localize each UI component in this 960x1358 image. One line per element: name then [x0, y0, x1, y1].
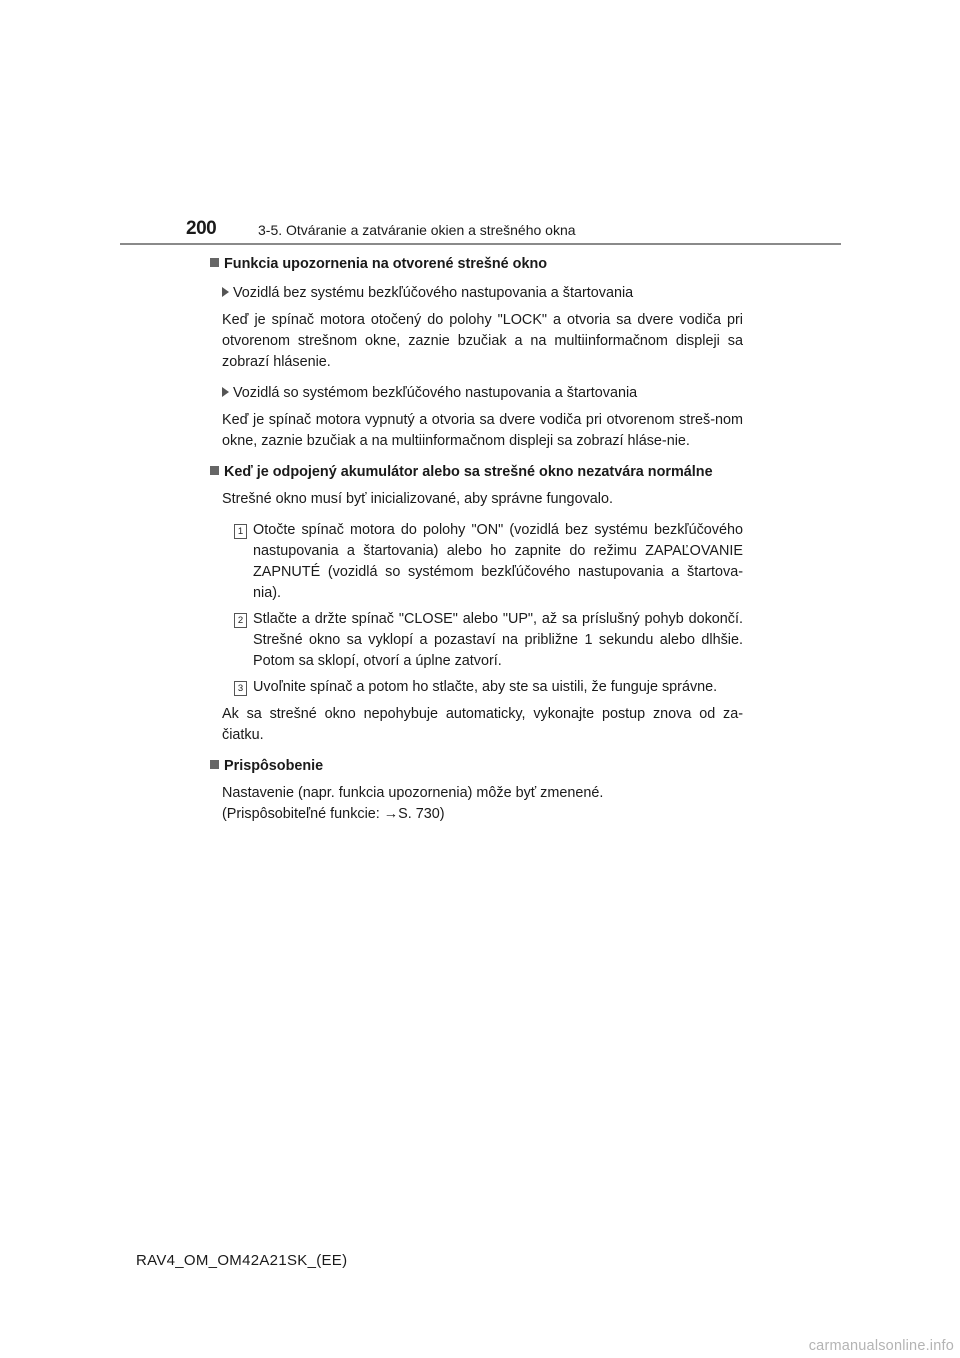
page-content: [210, 254, 743, 825]
battery-outro: Ak sa strešné okno nepohybuje automaticky, vykonajte postup znova od za-čiatku.: [222, 706, 743, 743]
square-bullet-icon: [210, 466, 219, 475]
right-arrow-icon: →: [383, 806, 399, 822]
custom-line-1: Nastavenie (napr. funkcia upozornenia) môže byť zmenené.: [222, 785, 604, 801]
document-code: RAV4_OM_OM42A21SK_(EE): [136, 1252, 348, 1269]
section-heading-warning: Funkcia upozornenia na otvorené strešné okno: [210, 254, 743, 275]
square-bullet-icon: [210, 760, 219, 769]
step-list: [222, 520, 743, 698]
triangle-arrow-icon: [222, 287, 229, 297]
step-text: Uvoľnite spínač a potom ho stlačte, aby ste sa uistili, že funguje správne.: [253, 679, 718, 695]
subhead-without-keyless: Vozidlá bez systému bezkľúčového nastupovania a štartovania: [222, 283, 743, 304]
square-bullet-icon: [210, 258, 219, 267]
custom-line-2: (Prispôsobiteľné funkcie: →S. 730): [222, 806, 445, 822]
battery-intro: Strešné okno musí byť inicializované, aby správne fungovalo.: [222, 491, 613, 507]
watermark: carmanualsonline.info: [808, 1338, 954, 1354]
paragraph-with-keyless: Keď je spínač motora vypnutý a otvoria sa dvere vodiča pri otvorenom streš-nom okne, zaznie bzučiak a na multiinformačnom displeji sa zobrazí hláse-nie.: [222, 412, 743, 449]
paragraph-without-keyless: Keď je spínač motora otočený do polohy "LOCK" a otvoria sa dvere vodiča pri otvorenom strešnom okne, zaznie bzučiak a na multiinformačnom displeji sa zobrazí hlásenie.: [222, 312, 743, 370]
header-divider: [120, 243, 841, 245]
step-text: Stlačte a držte spínač "CLOSE" alebo "UP", až sa príslušný pohyb dokončí. Strešné okno sa vyklopí a pozastaví na približne 1 sekundu alebo dlhšie. Potom sa sklopí, otvorí a úplne zatvorí.: [253, 611, 743, 669]
triangle-arrow-icon: [222, 387, 229, 397]
step-text: Otočte spínač motora do polohy "ON" (vozidlá bez systému bezkľúčového nastupovania a štartovania) alebo ho zapnite do režimu ZAPAĽOVANIE ZAPNUTÉ (vozidlá so systémom bezkľúčového nastupovania a štartova-nia).: [253, 522, 743, 601]
warning-section-body: [210, 283, 743, 452]
section-heading-custom: Prispôsobenie: [210, 756, 743, 777]
step-number-badge: 3: [234, 681, 247, 696]
battery-section-body: [210, 489, 743, 746]
step-number-badge: 2: [234, 613, 247, 628]
subhead-with-keyless: Vozidlá so systémom bezkľúčového nastupovania a štartovania: [222, 383, 743, 404]
page-reference: S. 730): [398, 806, 445, 822]
step-item: [237, 520, 743, 604]
page-number: 200: [186, 218, 217, 239]
step-item: [237, 609, 743, 672]
custom-section-body: [210, 783, 743, 825]
step-item: [237, 677, 743, 698]
chapter-title: 3-5. Otváranie a zatváranie okien a strešného okna: [258, 222, 576, 238]
section-heading-battery: Keď je odpojený akumulátor alebo sa strešné okno nezatvára normálne: [210, 462, 743, 483]
step-number-badge: 1: [234, 524, 247, 539]
